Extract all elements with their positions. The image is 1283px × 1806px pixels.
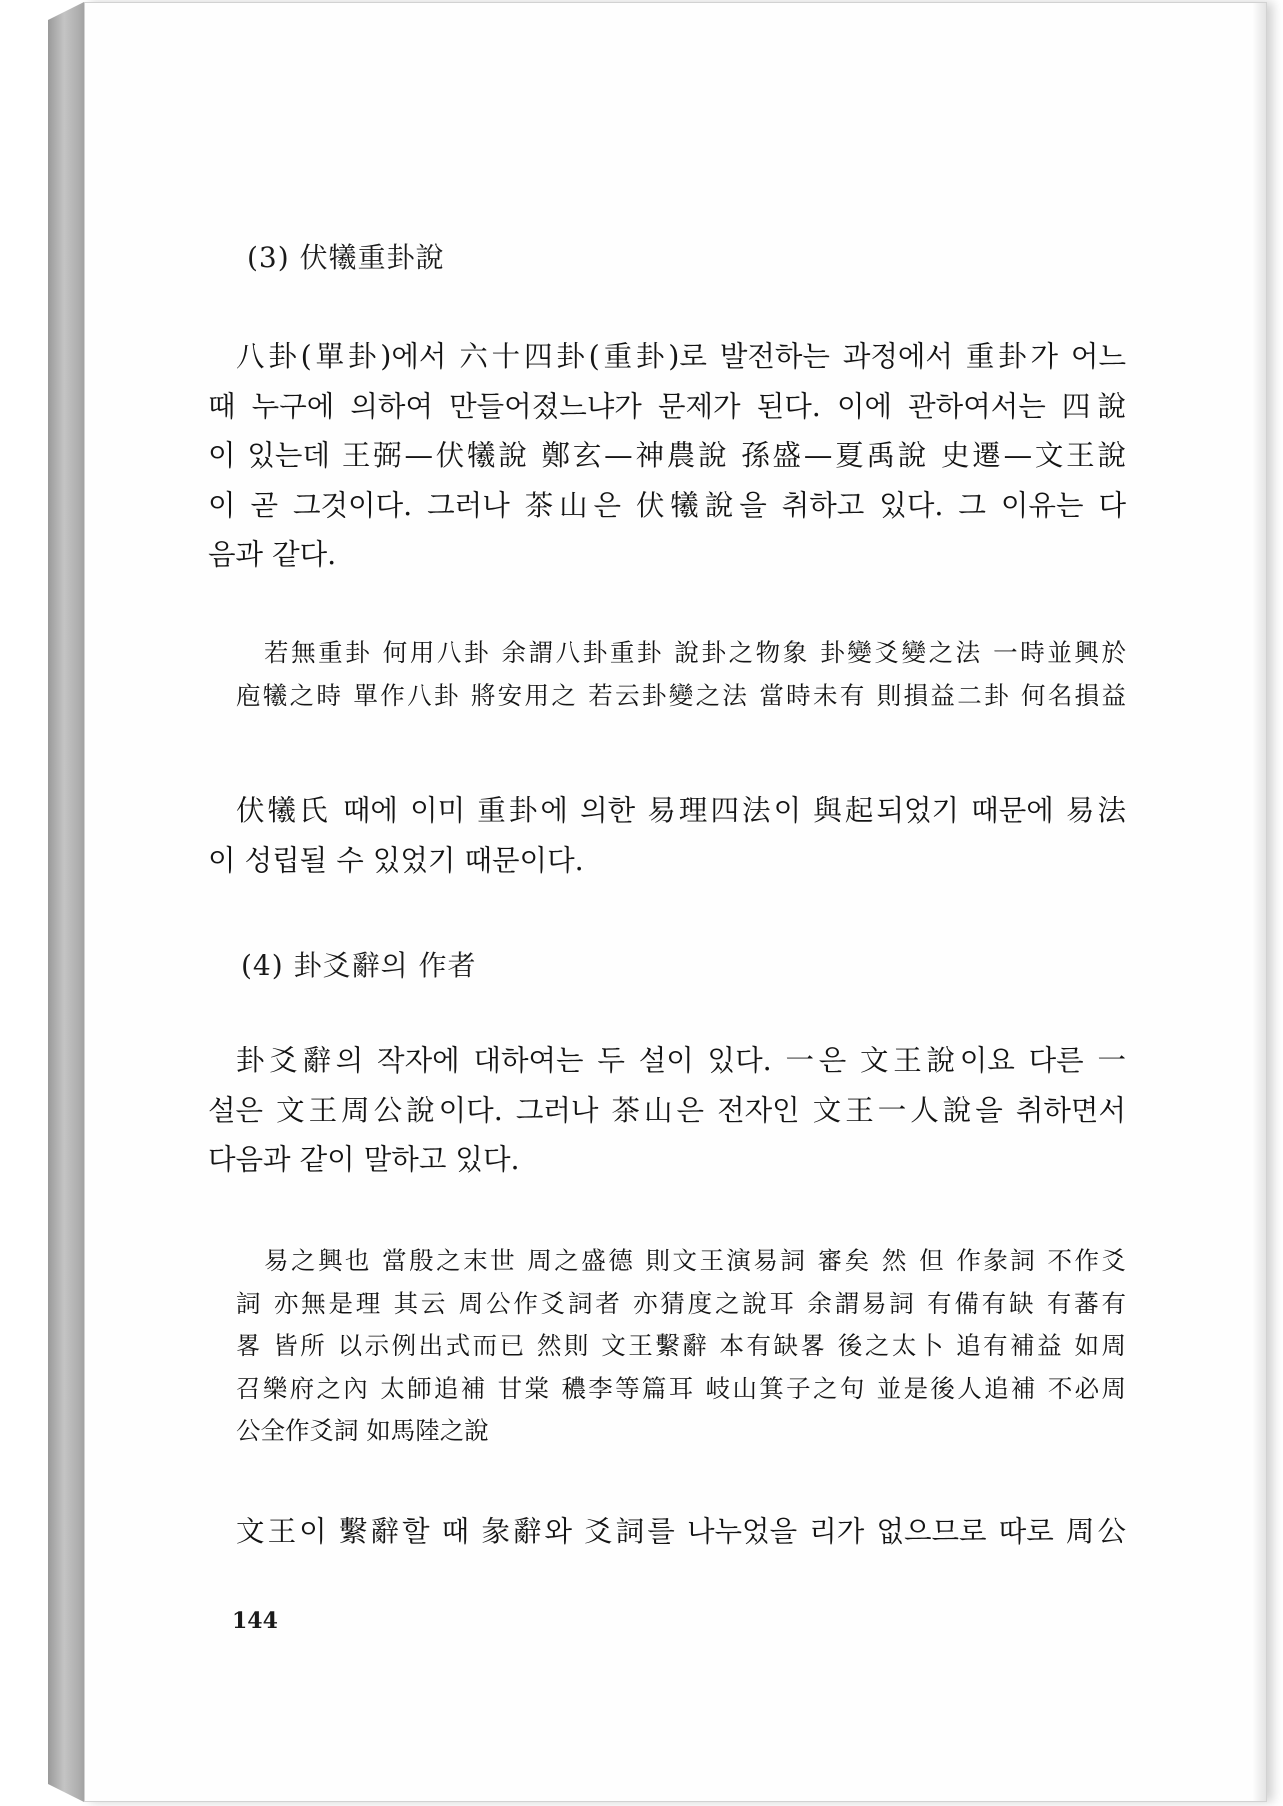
section-3-paragraph [208,332,1126,580]
section-4-heading: (4) 卦爻辭의 作者 [241,949,477,982]
page-number: 144 [232,1608,278,1634]
text-line: 이 있는데 王弼—伏犧說 鄭玄—神農說 孫盛—夏禹說 史遷—文王說 [208,439,1126,473]
text-line: 八卦(單卦)에서 六十四卦(重卦)로 발전하는 과정에서 重卦가 어느 [236,340,1126,373]
quote-line: 庖犧之時 單作八卦 將安用之 若云卦變之法 當時未有 則損益二卦 何名損益 [236,680,1126,710]
section-4-quote [236,1240,1126,1453]
quote-line: 畧 皆所 以示例出式而已 然則 文王繫辭 本有缺畧 後之太卜 追有補益 如周 [236,1331,1126,1361]
section-4-paragraph-2 [208,1507,1126,1557]
text-line: 이 성립될 수 있었기 때문이다. [208,843,584,877]
section-3-quote [236,632,1126,717]
text-line: 卦爻辭의 작자에 대하여는 두 설이 있다. 一은 文王說이요 다른 一 [236,1044,1126,1077]
section-4-paragraph [208,1036,1126,1185]
quote-line: 召樂府之內 太師追補 甘棠 穠李等篇耳 岐山箕子之句 並是後人追補 不必周 [236,1373,1126,1403]
book-spine-edge [48,2,84,1802]
text-line: 설은 文王周公說이다. 그러나 茶山은 전자인 文王一人說을 취하면서 [208,1093,1126,1127]
text-line: 음과 같다. [208,538,337,572]
quote-line: 若無重卦 何用八卦 余謂八卦重卦 說卦之物象 卦變爻變之法 一時並興於 [264,638,1126,667]
section-3-heading: (3) 伏犧重卦說 [247,241,445,274]
text-line: 文王이 繫辭할 때 彖辭와 爻詞를 나누었을 리가 없으므로 따로 周公 [236,1515,1126,1548]
quote-line: 公全作爻詞 如馬陸之說 [236,1416,489,1446]
text-line: 伏犧氏 때에 이미 重卦에 의한 易理四法이 與起되었기 때문에 易法 [236,794,1126,827]
text-line: 때 누구에 의하여 만들어졌느냐가 문제가 된다. 이에 관하여서는 四說 [208,389,1126,423]
text-line: 이 곧 그것이다. 그러나 茶山은 伏犧說을 취하고 있다. 그 이유는 다 [208,488,1126,522]
text-line: 다음과 같이 말하고 있다. [208,1143,520,1177]
page-edge-shadow [1252,3,1266,1801]
section-3-paragraph-2 [208,786,1126,885]
quote-line: 易之興也 當殷之末世 周之盛德 則文王演易詞 審矣 然 但 作彖詞 不作爻 [264,1246,1126,1275]
quote-line: 詞 亦無是理 其云 周公作爻詞者 亦猜度之說耳 余謂易詞 有備有缺 有蕃有 [236,1288,1126,1318]
